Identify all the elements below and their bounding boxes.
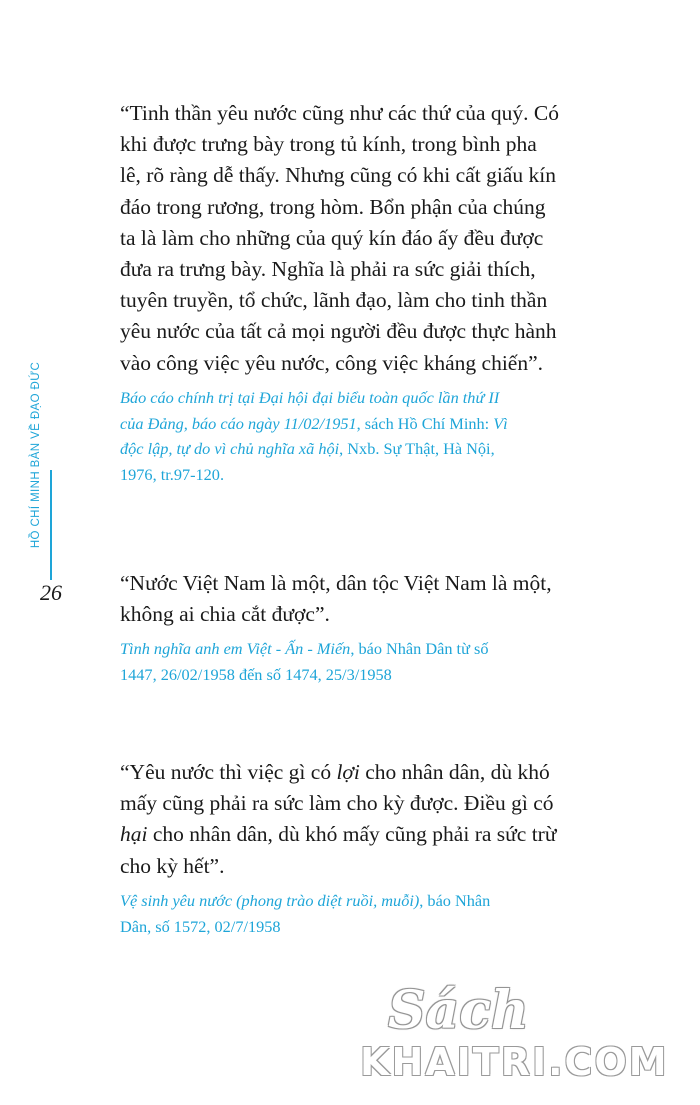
citation-title: của Đảng, báo cáo ngày 11/02/1951 (120, 413, 357, 433)
citation-source: , báo Nhân Dân từ số (350, 639, 489, 659)
citation-source: , Nxb. Sự Thật, Hà Nội, (339, 439, 495, 459)
quote-segment: cho nhân dân, dù khó mấy cũng phải ra sức trừ (147, 822, 557, 847)
quote-text (120, 757, 600, 882)
citation-source: 1447, 26/02/1958 đến số 1474, 25/3/1958 (120, 665, 392, 685)
quote-segment: mấy cũng phải ra sức làm cho kỳ được. Điều gì có (120, 791, 554, 816)
citation-line (120, 636, 600, 662)
quote-line: tuyên truyền, tổ chức, lãnh đạo, làm cho tinh thần (120, 288, 548, 313)
quote-emphasis: hại (120, 822, 148, 847)
quote-line: khi được trưng bày trong tủ kính, trong bình pha (120, 132, 537, 157)
watermark-logo (360, 980, 680, 1090)
citation-line (120, 411, 600, 437)
quote-line (120, 819, 600, 850)
citation-line (120, 385, 600, 411)
quote-segment: cho nhân dân, dù khó (359, 760, 550, 784)
quote-line: “Tinh thần yêu nước cũng như các thứ của quý. Có (120, 101, 560, 125)
citation-line (120, 662, 600, 688)
spine-divider (50, 470, 52, 580)
citation-source: , sách Hồ Chí Minh: (356, 413, 494, 433)
quote-line (120, 788, 600, 819)
citation-title: Vì (493, 413, 508, 433)
quote-line: ta là làm cho những của quý kín đáo ấy đều được (120, 225, 544, 250)
quote-line: lê, rõ ràng dễ thấy. Nhưng cũng có khi cất giấu kín (120, 163, 556, 188)
quote-entry-1 (120, 98, 600, 488)
citation-line (120, 436, 600, 462)
quote-text (120, 568, 600, 630)
citation-source: 1976, tr.97-120. (120, 465, 225, 485)
quote-line (120, 851, 600, 882)
quote-emphasis: lợi (336, 760, 360, 784)
quote-entry-2 (120, 568, 600, 688)
quote-segment: “Yêu nước thì việc gì có (120, 760, 337, 784)
citation-source: Dân, số 1572, 02/7/1958 (120, 916, 281, 936)
quote-line: “Nước Việt Nam là một, dân tộc Việt Nam là một, (120, 571, 552, 595)
page-number: 26 (40, 580, 62, 605)
quote-line (120, 757, 600, 788)
citation-title: Báo cáo chính trị tại Đại hội đại biểu toàn quốc lần thứ II (120, 387, 500, 407)
quote-line: yêu nước của tất cả mọi người đều được thực hành (120, 319, 557, 344)
book-title-vertical: HỒ CHÍ MINH BÀN VỀ ĐẠO ĐỨC (30, 361, 42, 549)
citation-source: , báo Nhân (419, 890, 491, 910)
citation-title: độc lập, tự do vì chủ nghĩa xã hội (120, 439, 340, 459)
citation-title: Vệ sinh yêu nước (phong trào diệt ruồi, muỗi) (120, 890, 420, 910)
quote-line: không ai chia cắt được”. (120, 602, 330, 627)
quote-line: đưa ra trưng bày. Nghĩa là phải ra sức giải thích, (120, 257, 536, 282)
citation-line (120, 462, 600, 488)
watermark-script: Sách (388, 980, 529, 1041)
citation (120, 385, 600, 488)
citation (120, 888, 600, 940)
watermark-word: KHAITRI.COM (360, 1040, 669, 1084)
citation-title: Tình nghĩa anh em Việt - Ấn - Miến (120, 639, 351, 659)
spine-title (26, 330, 46, 580)
citation-line (120, 914, 600, 940)
quote-segment: cho kỳ hết”. (120, 853, 225, 878)
quote-line: đáo trong rương, trong hòm. Bổn phận của chúng (120, 194, 546, 219)
citation (120, 636, 600, 688)
quote-line: vào công việc yêu nước, công việc kháng chiến”. (120, 350, 543, 375)
quote-entry-3 (120, 757, 600, 939)
quote-text (120, 98, 600, 379)
citation-line (120, 888, 600, 914)
